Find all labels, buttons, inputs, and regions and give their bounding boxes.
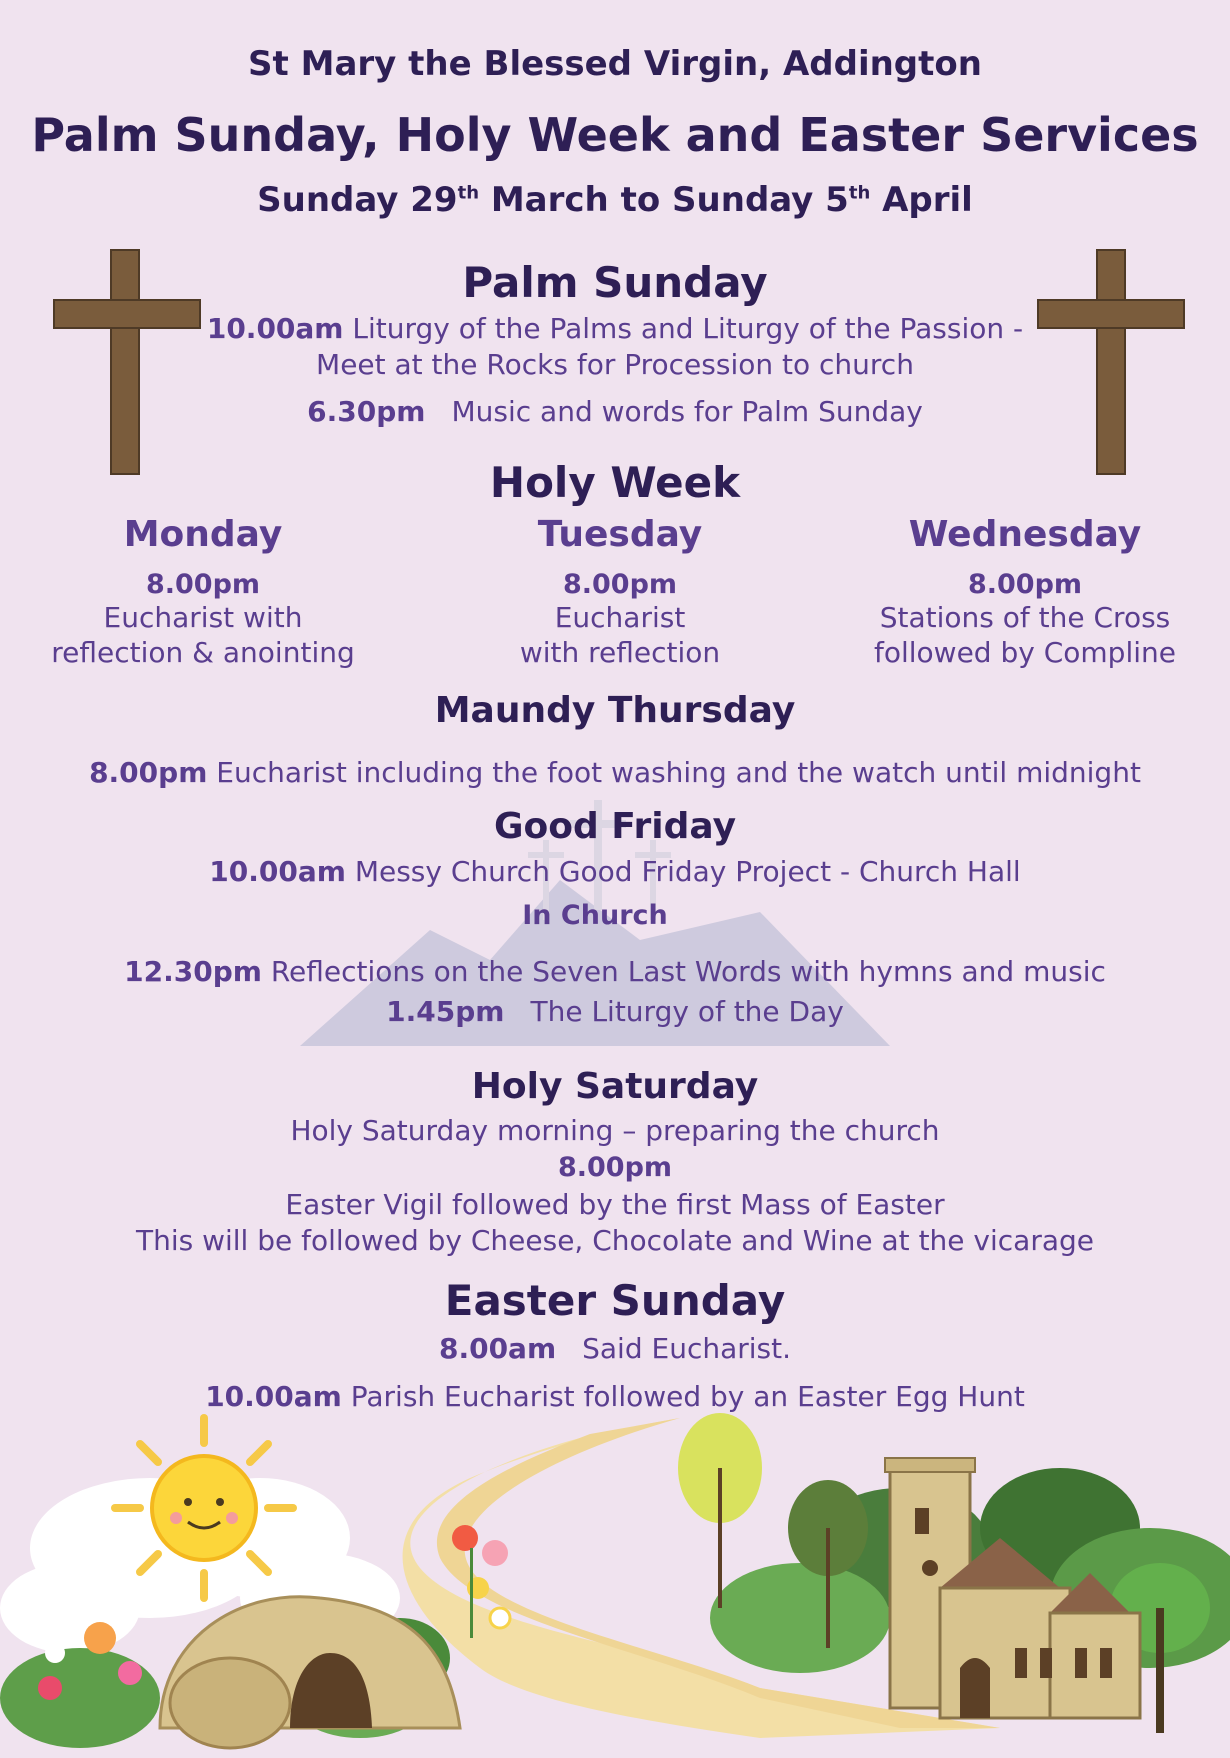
holy-saturday-time: 8.00pm: [557, 1152, 673, 1183]
holy-saturday-heading: Holy Saturday: [471, 1066, 759, 1107]
holy-week-tuesday: Tuesday 8.00pm Eucharist with reflection: [519, 514, 721, 669]
holy-saturday-line2: Easter Vigil followed by the first Mass of Easter: [285, 1188, 945, 1221]
palm-sunday-service-1-line2: Meet at the Rocks for Procession to church: [316, 348, 914, 381]
palm-sunday-service-1: 10.00am Liturgy of the Palms and Liturgy of the Passion -: [206, 312, 1024, 345]
good-friday-service-2: 12.30pm Reflections on the Seven Last Words with hymns and music: [124, 955, 1106, 988]
easter-sunday-heading: Easter Sunday: [444, 1276, 786, 1325]
church-name: St Mary the Blessed Virgin, Addington: [248, 44, 982, 84]
maundy-thursday-heading: Maundy Thursday: [434, 690, 796, 731]
in-church-label: In Church: [522, 900, 668, 931]
maundy-thursday-service: 8.00pm Eucharist including the foot washing and the watch until midnight: [89, 756, 1141, 789]
palm-sunday-heading: Palm Sunday: [462, 258, 768, 307]
good-friday-heading: Good Friday: [493, 806, 737, 847]
good-friday-service-1: 10.00am Messy Church Good Friday Project - Church Hall: [209, 855, 1021, 888]
holy-week-monday: Monday 8.00pm Eucharist with reflection & anointing: [51, 514, 355, 669]
holy-week-wednesday: Wednesday 8.00pm Stations of the Cross followed by Compline: [874, 514, 1176, 669]
holy-week-heading: Holy Week: [489, 458, 741, 507]
holy-saturday-line3: This will be followed by Cheese, Chocolate and Wine at the vicarage: [135, 1224, 1094, 1257]
date-range: Sunday 29th March to Sunday 5th April: [257, 180, 973, 220]
easter-sunday-service-2: 10.00am Parish Eucharist followed by an Easter Egg Hunt: [205, 1380, 1025, 1413]
easter-landscape-illustration: [0, 1398, 1230, 1758]
holy-saturday-line1: Holy Saturday morning – preparing the church: [290, 1114, 940, 1147]
good-friday-service-3: 1.45pm The Liturgy of the Day: [386, 995, 844, 1028]
page-title: Palm Sunday, Holy Week and Easter Services: [31, 108, 1199, 162]
palm-sunday-service-2: 6.30pm Music and words for Palm Sunday: [307, 395, 923, 428]
easter-sunday-service-1: 8.00am Said Eucharist.: [438, 1332, 792, 1365]
